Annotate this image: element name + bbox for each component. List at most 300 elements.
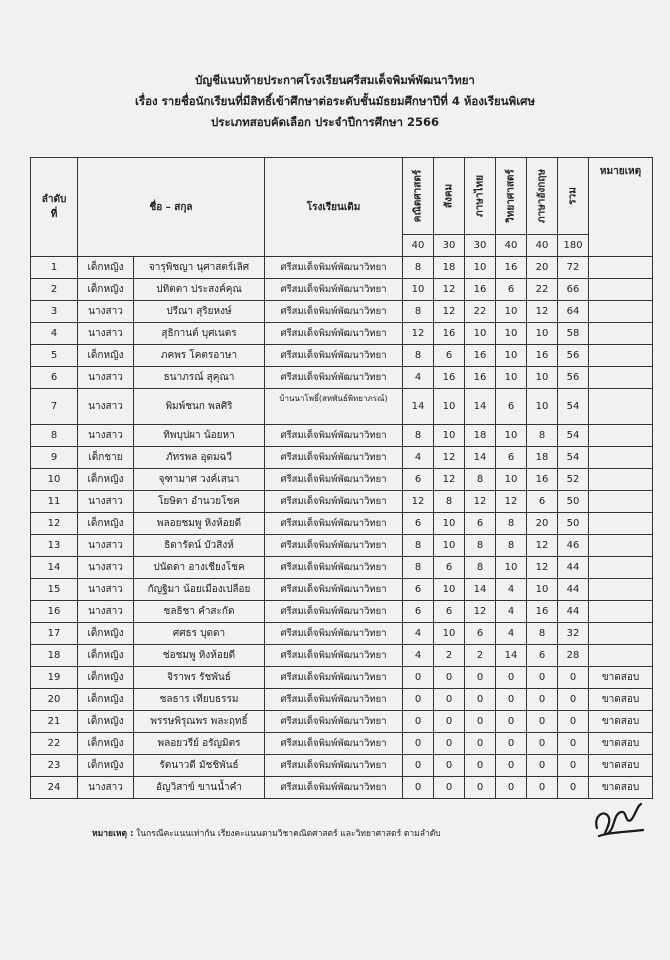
student-title: เด็กหญิง (78, 711, 134, 733)
score-total: 54 (558, 389, 589, 425)
score-thai: 2 (465, 645, 496, 667)
score-thai: 14 (465, 579, 496, 601)
former-school: ศรีสมเด็จพิมพ์พัฒนาวิทยา (265, 645, 403, 667)
score-science: 12 (496, 491, 527, 513)
student-title: นางสาว (78, 535, 134, 557)
score-science: 10 (496, 367, 527, 389)
score-social: 10 (434, 425, 465, 447)
score-social: 0 (434, 667, 465, 689)
score-total: 64 (558, 301, 589, 323)
row-number: 6 (31, 367, 78, 389)
student-name: ปนัดดา อางเชียงโชค (134, 557, 265, 579)
table-row (31, 301, 653, 323)
score-social: 12 (434, 447, 465, 469)
student-title: เด็กหญิง (78, 755, 134, 777)
score-social: 10 (434, 535, 465, 557)
score-social: 0 (434, 711, 465, 733)
score-math: 0 (403, 733, 434, 755)
student-title: นางสาว (78, 601, 134, 623)
score-total: 44 (558, 579, 589, 601)
table-row (31, 469, 653, 491)
score-english: 12 (527, 535, 558, 557)
score-science: 8 (496, 535, 527, 557)
former-school: ศรีสมเด็จพิมพ์พัฒนาวิทยา (265, 447, 403, 469)
score-math: 0 (403, 711, 434, 733)
remark (589, 447, 653, 469)
former-school: ศรีสมเด็จพิมพ์พัฒนาวิทยา (265, 513, 403, 535)
score-social: 6 (434, 601, 465, 623)
score-math: 6 (403, 469, 434, 491)
score-thai: 8 (465, 469, 496, 491)
score-math: 4 (403, 623, 434, 645)
score-social: 0 (434, 777, 465, 799)
student-name: ชลธาร เทียบธรรม (134, 689, 265, 711)
row-number: 3 (31, 301, 78, 323)
table-row (31, 733, 653, 755)
score-english: 22 (527, 279, 558, 301)
score-science: 0 (496, 689, 527, 711)
score-thai: 6 (465, 513, 496, 535)
remark (589, 345, 653, 367)
score-social: 0 (434, 755, 465, 777)
score-science: 0 (496, 777, 527, 799)
student-title: นางสาว (78, 323, 134, 345)
score-math: 12 (403, 491, 434, 513)
remark: ขาดสอบ (589, 711, 653, 733)
score-social: 6 (434, 345, 465, 367)
score-thai: 10 (465, 323, 496, 345)
former-school: ศรีสมเด็จพิมพ์พัฒนาวิทยา (265, 345, 403, 367)
score-english: 20 (527, 257, 558, 279)
table-row (31, 711, 653, 733)
row-number: 21 (31, 711, 78, 733)
score-science: 6 (496, 447, 527, 469)
footnote-text: ในกรณีคะแนนเท่ากัน เรียงคะแนนตามวิชาคณิตศาสตร์ และวิทยาศาสตร์ ตามลำดับ (136, 829, 441, 839)
student-name: ปรีณา สุริยหงษ์ (134, 301, 265, 323)
score-total: 56 (558, 345, 589, 367)
score-math: 0 (403, 689, 434, 711)
remark: ขาดสอบ (589, 667, 653, 689)
score-thai: 0 (465, 777, 496, 799)
score-english: 10 (527, 389, 558, 425)
row-number: 15 (31, 579, 78, 601)
remark (589, 367, 653, 389)
score-thai: 16 (465, 367, 496, 389)
score-thai: 6 (465, 623, 496, 645)
remark (589, 323, 653, 345)
student-name: ศศธร บุดดา (134, 623, 265, 645)
score-math: 4 (403, 447, 434, 469)
score-math: 12 (403, 323, 434, 345)
score-science: 10 (496, 469, 527, 491)
score-math: 4 (403, 367, 434, 389)
score-english: 8 (527, 623, 558, 645)
remark (589, 645, 653, 667)
former-school: ศรีสมเด็จพิมพ์พัฒนาวิทยา (265, 733, 403, 755)
former-school: ศรีสมเด็จพิมพ์พัฒนาวิทยา (265, 667, 403, 689)
table-row (31, 601, 653, 623)
student-name: จุฑามาศ วงค์เสนา (134, 469, 265, 491)
score-thai: 16 (465, 279, 496, 301)
student-name: จารุพิชญา นุศาสตร์เลิศ (134, 257, 265, 279)
student-name: จิราพร รัชพันธ์ (134, 667, 265, 689)
max-score-math: 40 (403, 235, 434, 257)
row-number: 22 (31, 733, 78, 755)
score-thai: 8 (465, 535, 496, 557)
footnote (92, 826, 441, 840)
score-math: 0 (403, 755, 434, 777)
former-school: ศรีสมเด็จพิมพ์พัฒนาวิทยา (265, 469, 403, 491)
student-title: เด็กหญิง (78, 257, 134, 279)
max-score-english: 40 (527, 235, 558, 257)
row-number: 14 (31, 557, 78, 579)
former-school: ศรีสมเด็จพิมพ์พัฒนาวิทยา (265, 601, 403, 623)
heading-line-3: ประเภทสอบคัดเลือก ประจำปีการศึกษา 2566 (210, 115, 440, 129)
col-header-number: ลำดับที่ (31, 158, 78, 257)
score-thai: 12 (465, 491, 496, 513)
score-math: 4 (403, 645, 434, 667)
student-title: นางสาว (78, 491, 134, 513)
student-name: ภคพร โคตรอาษา (134, 345, 265, 367)
score-science: 6 (496, 389, 527, 425)
remark (589, 491, 653, 513)
student-title: เด็กหญิง (78, 645, 134, 667)
table-row (31, 279, 653, 301)
student-title: เด็กชาย (78, 447, 134, 469)
score-thai: 10 (465, 257, 496, 279)
col-header-school: โรงเรียนเดิม (265, 158, 403, 257)
score-thai: 22 (465, 301, 496, 323)
score-social: 12 (434, 301, 465, 323)
score-total: 50 (558, 513, 589, 535)
table-row (31, 535, 653, 557)
row-number: 18 (31, 645, 78, 667)
col-header-science: วิทยาศาสตร์ (496, 158, 527, 235)
heading-line-1: บัญชีแนบท้ายประกาศโรงเรียนศรีสมเด็จพิมพ์พัฒนาวิทยา (195, 73, 475, 87)
col-header-math: คณิตศาสตร์ (403, 158, 434, 235)
row-number: 12 (31, 513, 78, 535)
remark (589, 469, 653, 491)
student-name: ภัทรพล อุดมฉวี (134, 447, 265, 469)
table-row (31, 491, 653, 513)
row-number: 8 (31, 425, 78, 447)
former-school: ศรีสมเด็จพิมพ์พัฒนาวิทยา (265, 711, 403, 733)
score-science: 0 (496, 733, 527, 755)
student-title: เด็กหญิง (78, 623, 134, 645)
score-science: 6 (496, 279, 527, 301)
table-row (31, 257, 653, 279)
score-thai: 0 (465, 689, 496, 711)
student-title: เด็กหญิง (78, 513, 134, 535)
score-total: 28 (558, 645, 589, 667)
former-school: ศรีสมเด็จพิมพ์พัฒนาวิทยา (265, 557, 403, 579)
former-school: บ้านนาโพธิ์(สหพันธ์พิทยาภรณ์) (265, 389, 403, 425)
max-score-total: 180 (558, 235, 589, 257)
row-number: 4 (31, 323, 78, 345)
student-title: เด็กหญิง (78, 689, 134, 711)
score-science: 8 (496, 513, 527, 535)
student-title: นางสาว (78, 301, 134, 323)
table-row (31, 345, 653, 367)
remark (589, 601, 653, 623)
student-name: ทิพบุปผา น้อยหา (134, 425, 265, 447)
score-social: 10 (434, 513, 465, 535)
former-school: ศรีสมเด็จพิมพ์พัฒนาวิทยา (265, 535, 403, 557)
score-math: 14 (403, 389, 434, 425)
student-title: เด็กหญิง (78, 667, 134, 689)
former-school: ศรีสมเด็จพิมพ์พัฒนาวิทยา (265, 689, 403, 711)
former-school: ศรีสมเด็จพิมพ์พัฒนาวิทยา (265, 279, 403, 301)
score-english: 12 (527, 557, 558, 579)
score-science: 4 (496, 601, 527, 623)
former-school: ศรีสมเด็จพิมพ์พัฒนาวิทยา (265, 777, 403, 799)
score-math: 8 (403, 557, 434, 579)
row-number: 23 (31, 755, 78, 777)
score-english: 18 (527, 447, 558, 469)
footnote-label: หมายเหตุ : (92, 829, 134, 839)
score-math: 8 (403, 257, 434, 279)
score-english: 10 (527, 367, 558, 389)
score-science: 10 (496, 425, 527, 447)
student-name: พลอยวรีย์ อรัญมิตร (134, 733, 265, 755)
heading-line-2: เรื่อง รายชื่อนักเรียนที่มีสิทธิ์เข้าศึกษาต่อระดับชั้นมัธยมศึกษาปีที่ 4 ห้องเรียนพิเศษ (134, 94, 536, 108)
score-total: 0 (558, 689, 589, 711)
student-title: นางสาว (78, 425, 134, 447)
score-science: 4 (496, 623, 527, 645)
score-social: 16 (434, 367, 465, 389)
remark (589, 425, 653, 447)
former-school: ศรีสมเด็จพิมพ์พัฒนาวิทยา (265, 491, 403, 513)
col-header-english: ภาษาอังกฤษ (527, 158, 558, 235)
score-total: 66 (558, 279, 589, 301)
table-row (31, 367, 653, 389)
score-math: 6 (403, 513, 434, 535)
student-name: พรรษพิรุณพร พละฤทธิ์ (134, 711, 265, 733)
score-total: 44 (558, 601, 589, 623)
score-social: 12 (434, 279, 465, 301)
student-name: ธิดารัตน์ บัวสิงห์ (134, 535, 265, 557)
score-english: 8 (527, 425, 558, 447)
row-number: 10 (31, 469, 78, 491)
row-number: 2 (31, 279, 78, 301)
student-title: นางสาว (78, 367, 134, 389)
row-number: 19 (31, 667, 78, 689)
score-total: 56 (558, 367, 589, 389)
remark (589, 389, 653, 425)
table-row (31, 389, 653, 425)
score-math: 8 (403, 345, 434, 367)
remark (589, 623, 653, 645)
score-english: 0 (527, 711, 558, 733)
score-social: 10 (434, 623, 465, 645)
col-header-thai: ภาษาไทย (465, 158, 496, 235)
student-name: อัญวิสาข์ ขานน้ำคำ (134, 777, 265, 799)
score-total: 52 (558, 469, 589, 491)
student-name: กัญฐิมา น้อยเมืองเปลือย (134, 579, 265, 601)
score-english: 6 (527, 645, 558, 667)
col-header-remark: หมายเหตุ (589, 158, 653, 257)
score-social: 8 (434, 491, 465, 513)
table-row (31, 777, 653, 799)
row-number: 13 (31, 535, 78, 557)
former-school: ศรีสมเด็จพิมพ์พัฒนาวิทยา (265, 579, 403, 601)
row-number: 16 (31, 601, 78, 623)
score-social: 16 (434, 323, 465, 345)
student-name: โยษิตา อำนวยโชค (134, 491, 265, 513)
student-title: เด็กหญิง (78, 345, 134, 367)
student-title: เด็กหญิง (78, 279, 134, 301)
signature (591, 798, 647, 842)
row-number: 9 (31, 447, 78, 469)
score-total: 0 (558, 777, 589, 799)
row-number: 17 (31, 623, 78, 645)
score-english: 0 (527, 777, 558, 799)
score-science: 10 (496, 345, 527, 367)
former-school: ศรีสมเด็จพิมพ์พัฒนาวิทยา (265, 301, 403, 323)
student-name: ช่อชมพู หิงห้อยดี (134, 645, 265, 667)
score-science: 10 (496, 301, 527, 323)
score-total: 0 (558, 755, 589, 777)
score-english: 0 (527, 755, 558, 777)
score-science: 10 (496, 557, 527, 579)
score-english: 16 (527, 469, 558, 491)
score-math: 0 (403, 777, 434, 799)
row-number: 1 (31, 257, 78, 279)
score-total: 72 (558, 257, 589, 279)
score-english: 20 (527, 513, 558, 535)
score-total: 0 (558, 711, 589, 733)
score-total: 32 (558, 623, 589, 645)
table-row (31, 667, 653, 689)
remark (589, 279, 653, 301)
score-english: 0 (527, 733, 558, 755)
student-title: นางสาว (78, 579, 134, 601)
score-total: 0 (558, 733, 589, 755)
score-thai: 14 (465, 447, 496, 469)
score-social: 0 (434, 689, 465, 711)
col-header-name: ชื่อ – สกุล (78, 158, 265, 257)
score-thai: 8 (465, 557, 496, 579)
student-name: ชลธิชา คำสะกัด (134, 601, 265, 623)
student-name: ธนาภรณ์ สุคุณา (134, 367, 265, 389)
score-total: 44 (558, 557, 589, 579)
max-score-science: 40 (496, 235, 527, 257)
row-number: 7 (31, 389, 78, 425)
remark (589, 257, 653, 279)
col-header-social: สังคม (434, 158, 465, 235)
remark (589, 579, 653, 601)
former-school: ศรีสมเด็จพิมพ์พัฒนาวิทยา (265, 755, 403, 777)
score-english: 12 (527, 301, 558, 323)
score-thai: 14 (465, 389, 496, 425)
score-science: 0 (496, 667, 527, 689)
student-title: นางสาว (78, 389, 134, 425)
score-math: 8 (403, 425, 434, 447)
score-science: 14 (496, 645, 527, 667)
score-english: 10 (527, 579, 558, 601)
table-row (31, 513, 653, 535)
remark (589, 301, 653, 323)
former-school: ศรีสมเด็จพิมพ์พัฒนาวิทยา (265, 323, 403, 345)
score-math: 10 (403, 279, 434, 301)
row-number: 5 (31, 345, 78, 367)
student-title: นางสาว (78, 777, 134, 799)
score-science: 0 (496, 711, 527, 733)
results-table (30, 157, 653, 799)
score-thai: 12 (465, 601, 496, 623)
remark (589, 535, 653, 557)
score-thai: 0 (465, 733, 496, 755)
table-row (31, 623, 653, 645)
table-row (31, 447, 653, 469)
table-row (31, 689, 653, 711)
student-name: พลอยชมพู หิงห้อยดี (134, 513, 265, 535)
score-thai: 18 (465, 425, 496, 447)
score-social: 0 (434, 733, 465, 755)
table-row (31, 425, 653, 447)
remark: ขาดสอบ (589, 733, 653, 755)
table-row (31, 645, 653, 667)
score-social: 2 (434, 645, 465, 667)
results-body (31, 257, 653, 799)
score-math: 6 (403, 579, 434, 601)
score-total: 58 (558, 323, 589, 345)
former-school: ศรีสมเด็จพิมพ์พัฒนาวิทยา (265, 257, 403, 279)
score-social: 18 (434, 257, 465, 279)
remark: ขาดสอบ (589, 689, 653, 711)
max-score-social: 30 (434, 235, 465, 257)
remark (589, 513, 653, 535)
score-english: 16 (527, 345, 558, 367)
score-english: 0 (527, 667, 558, 689)
remark (589, 557, 653, 579)
student-name: สุธิกานต์ บุศเนตร (134, 323, 265, 345)
row-number: 11 (31, 491, 78, 513)
score-thai: 16 (465, 345, 496, 367)
former-school: ศรีสมเด็จพิมพ์พัฒนาวิทยา (265, 425, 403, 447)
former-school: ศรีสมเด็จพิมพ์พัฒนาวิทยา (265, 367, 403, 389)
score-total: 46 (558, 535, 589, 557)
student-name: พิมพ์ชนก พลศิริ (134, 389, 265, 425)
score-total: 54 (558, 425, 589, 447)
score-total: 54 (558, 447, 589, 469)
score-science: 16 (496, 257, 527, 279)
score-total: 50 (558, 491, 589, 513)
row-number: 24 (31, 777, 78, 799)
score-math: 8 (403, 301, 434, 323)
score-thai: 0 (465, 667, 496, 689)
score-science: 4 (496, 579, 527, 601)
table-row (31, 323, 653, 345)
table-row (31, 579, 653, 601)
score-english: 6 (527, 491, 558, 513)
score-total: 0 (558, 667, 589, 689)
score-math: 6 (403, 601, 434, 623)
student-title: เด็กหญิง (78, 469, 134, 491)
score-social: 10 (434, 389, 465, 425)
score-social: 12 (434, 469, 465, 491)
table-row (31, 557, 653, 579)
score-english: 0 (527, 689, 558, 711)
score-social: 6 (434, 557, 465, 579)
score-math: 8 (403, 535, 434, 557)
row-number: 20 (31, 689, 78, 711)
score-english: 16 (527, 601, 558, 623)
score-thai: 0 (465, 755, 496, 777)
score-thai: 0 (465, 711, 496, 733)
remark: ขาดสอบ (589, 777, 653, 799)
score-science: 0 (496, 755, 527, 777)
